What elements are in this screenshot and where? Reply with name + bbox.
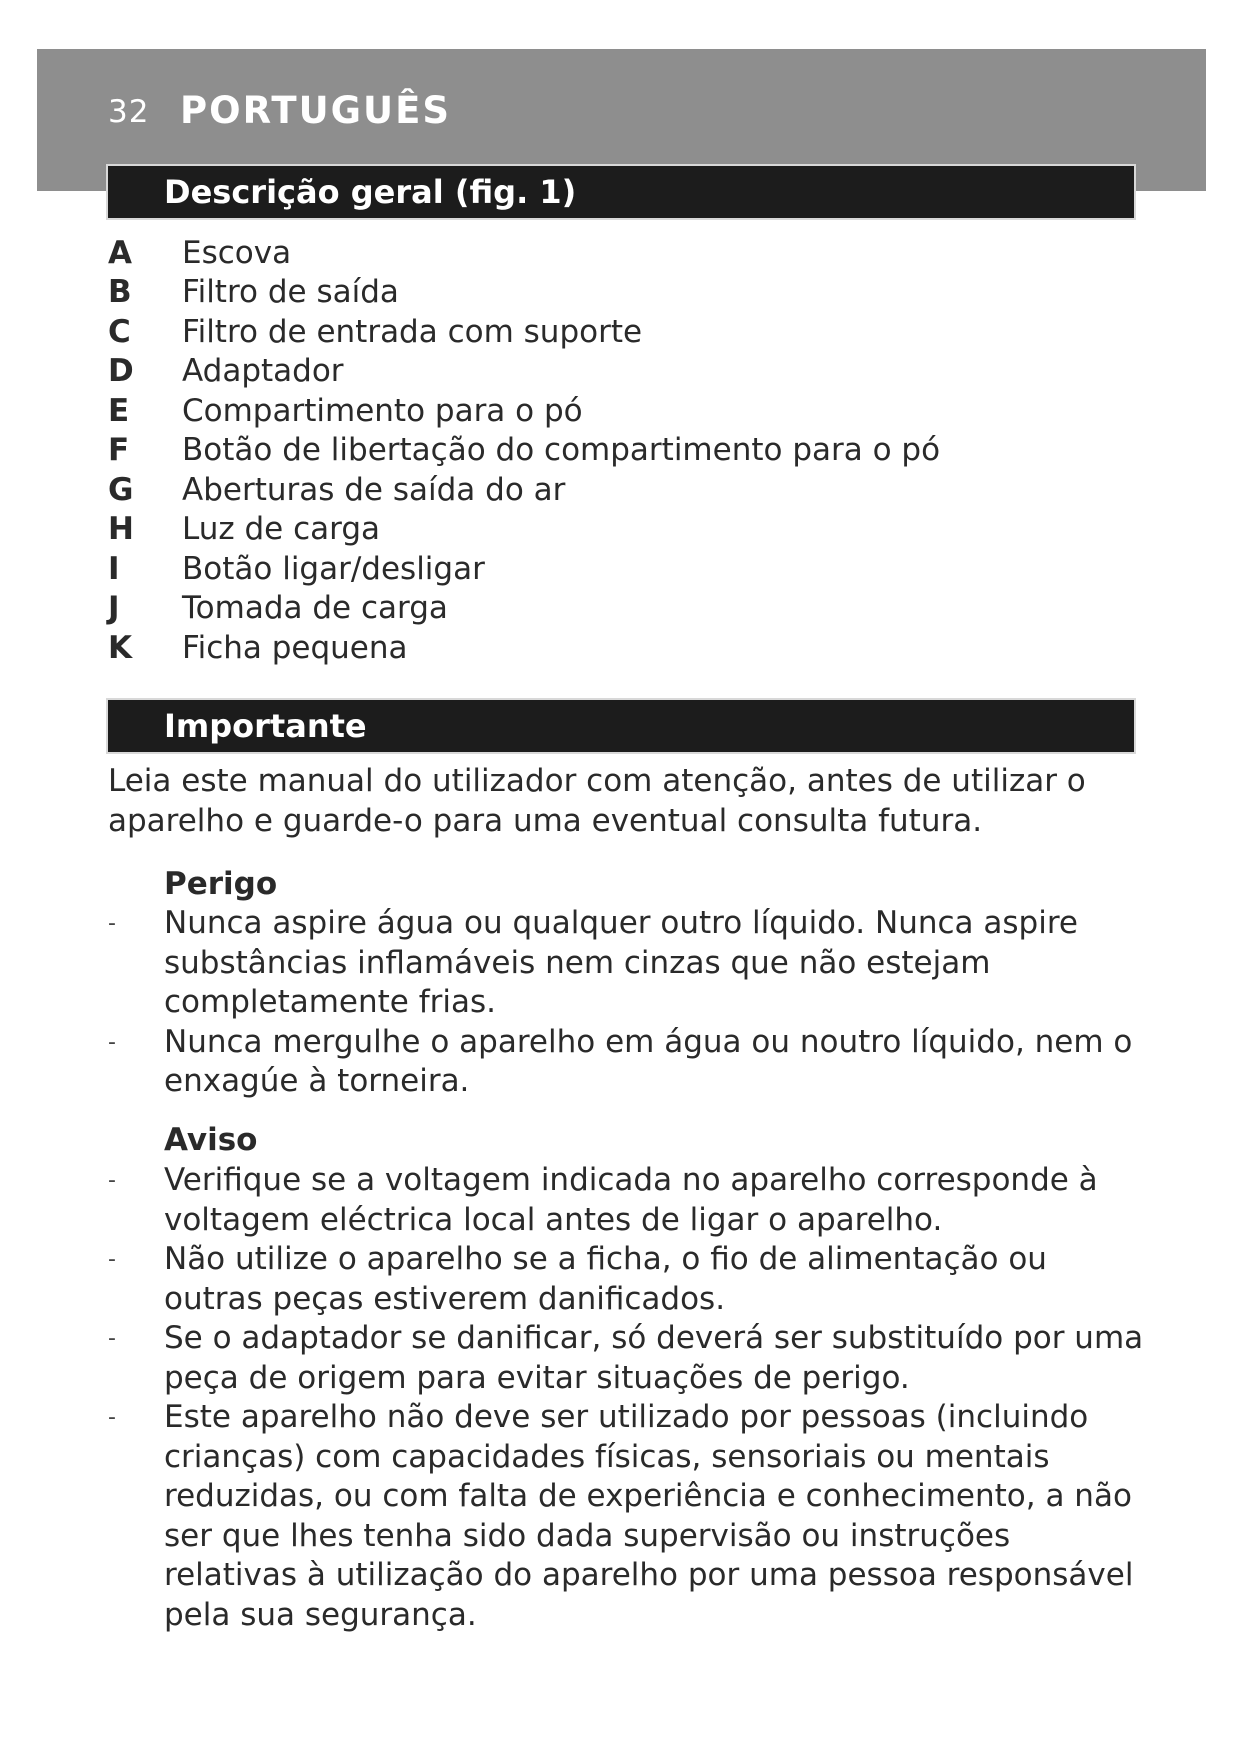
part-letter: C — [108, 313, 131, 350]
part-label: Luz de carga — [182, 511, 381, 548]
part-letter: B — [108, 274, 132, 311]
parts-list — [108, 233, 940, 668]
language-title: PORTUGUÊS — [180, 89, 452, 132]
bullet-dash: - — [108, 1029, 116, 1055]
parts-list-item — [108, 312, 940, 352]
part-label: Filtro de saída — [182, 274, 399, 311]
bullet-dash: - — [108, 911, 116, 936]
part-letter: E — [108, 392, 130, 429]
part-label: Escova — [182, 234, 292, 271]
part-letter: F — [108, 432, 130, 469]
part-letter: I — [108, 550, 120, 587]
warning-heading: Aviso — [164, 1122, 258, 1158]
page-number: 32 — [108, 94, 150, 130]
bullet-dash: - — [108, 1326, 116, 1351]
part-letter: D — [108, 353, 134, 390]
section-heading-important — [108, 700, 1134, 752]
warning-item-text: Se o adaptador se danificar, só deverá ser substituído por uma peça de origem para evitar situações de perigo. — [164, 1320, 1144, 1396]
parts-list-item — [108, 549, 940, 589]
part-label: Compartimento para o pó — [182, 392, 583, 429]
part-label: Tomada de carga — [182, 590, 448, 627]
danger-heading: Perigo — [164, 866, 278, 902]
part-letter: K — [108, 629, 133, 666]
warning-item-text: Não utilize o aparelho se a ficha, o fio de alimentação ou outras peças estiverem danificados. — [164, 1241, 1047, 1317]
warning-list — [108, 1161, 1148, 1635]
warning-item — [108, 1161, 1148, 1240]
part-letter: J — [108, 590, 120, 627]
part-label: Ficha pequena — [182, 629, 408, 666]
parts-list-item — [108, 391, 940, 431]
parts-list-item — [108, 470, 940, 510]
bullet-dash: - — [108, 1405, 116, 1430]
section-heading-overview-text: Descrição geral (fig. 1) — [164, 173, 577, 211]
parts-list-item — [108, 628, 940, 668]
danger-item — [108, 904, 1148, 1023]
parts-list-item — [108, 233, 940, 273]
part-label: Adaptador — [182, 353, 344, 390]
part-label: Aberturas de saída do ar — [182, 471, 566, 508]
parts-list-item — [108, 510, 940, 550]
part-letter: A — [108, 234, 132, 271]
warning-item-text: Este aparelho não deve ser utilizado por pessoas (incluindo crianças) com capacidades físicas, sensoriais ou mentais reduzidas, ou com falta de experiência e conhecimento, a não ser que lhes tenha sido dada supervisão ou instruções relativas à utilização do aparelho por uma pessoa responsável pela sua segurança. — [164, 1399, 1134, 1633]
part-label: Botão de libertação do compartimento para o pó — [182, 432, 941, 469]
parts-list-item — [108, 431, 940, 471]
part-label: Botão ligar/desligar — [182, 550, 485, 587]
warning-item — [108, 1398, 1148, 1635]
danger-item — [108, 1023, 1148, 1102]
warning-item — [108, 1240, 1148, 1319]
danger-list — [108, 904, 1148, 1102]
parts-list-item — [108, 589, 940, 629]
warning-item — [108, 1319, 1148, 1398]
bullet-dash: - — [108, 1247, 116, 1272]
danger-item-text: Nunca aspire água ou qualquer outro líquido. Nunca aspire substâncias inflamáveis nem cinzas que não estejam completamente frias. — [164, 905, 1078, 1020]
intro-paragraph: Leia este manual do utilizador com atenção, antes de utilizar o aparelho e guarde-o para uma eventual consulta futura. — [108, 763, 1086, 839]
part-letter: G — [108, 471, 134, 508]
parts-list-item — [108, 352, 940, 392]
parts-list-item — [108, 273, 940, 313]
section-heading-overview — [108, 166, 1134, 218]
warning-item-text: Verifique se a voltagem indicada no aparelho corresponde à voltagem eléctrica local antes de ligar o aparelho. — [164, 1162, 1098, 1238]
part-letter: H — [108, 511, 134, 548]
part-label: Filtro de entrada com suporte — [182, 313, 643, 350]
section-heading-important-text: Importante — [164, 707, 367, 745]
danger-item-text: Nunca mergulhe o aparelho em água ou noutro líquido, nem o enxagúe à torneira. — [164, 1023, 1133, 1099]
bullet-dash: - — [108, 1168, 116, 1193]
